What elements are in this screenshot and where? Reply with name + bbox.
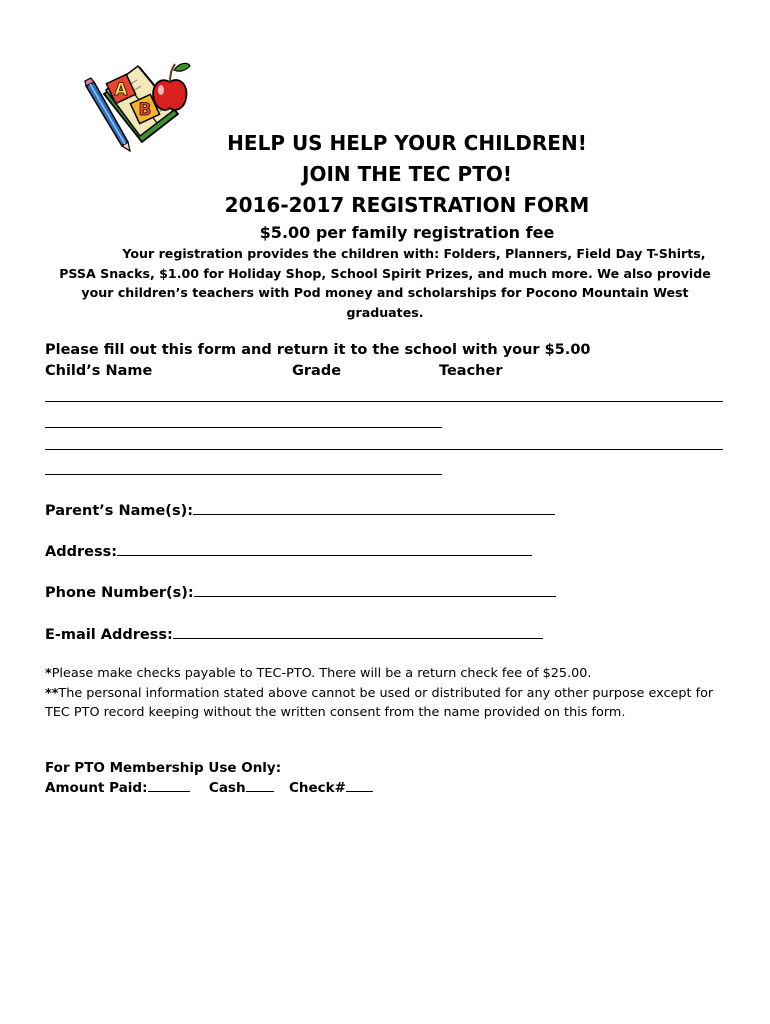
note-2-text: The personal information stated above cannot be used or distributed for any other purpose except for TEC PTO record keeping without the written consent from the name provided on this form. (45, 685, 714, 720)
children-column-headers (45, 361, 725, 381)
form-instruction: Please fill out this form and return it to the school with your $5.00 (45, 342, 591, 358)
note-1-text: Please make checks payable to TEC-PTO. There will be a return check fee of $25.00. (51, 666, 592, 681)
form-header (0, 128, 770, 244)
email-label: E-mail Address: (45, 627, 173, 643)
child-entry-line-1-continued[interactable] (45, 427, 442, 428)
pto-office-use-section (45, 759, 373, 798)
check-number-label: Check# (288, 779, 346, 796)
letter-a-text: A (114, 80, 128, 100)
parents-name-input-line[interactable] (193, 500, 555, 515)
amount-paid-line[interactable] (148, 779, 190, 792)
teacher-header: Teacher (439, 363, 503, 379)
phone-label: Phone Number(s): (45, 585, 194, 601)
amount-paid-label: Amount Paid: (45, 779, 148, 796)
letter-b-text: B (138, 100, 152, 120)
email-field (45, 624, 543, 645)
address-label: Address: (45, 544, 118, 560)
title-line-1: HELP US HELP YOUR CHILDREN! (227, 131, 587, 155)
child-entry-line-1[interactable] (45, 401, 723, 402)
phone-field (45, 582, 556, 603)
apple-icon (153, 63, 190, 110)
title-line-2: JOIN THE TEC PTO! (302, 162, 512, 186)
phone-input-line[interactable] (194, 582, 556, 597)
child-name-header: Child’s Name (45, 363, 153, 379)
note-checks-payable (45, 664, 735, 684)
office-use-fields (45, 779, 373, 799)
parents-name-label: Parent’s Name(s): (45, 503, 193, 519)
address-input-line[interactable] (117, 541, 532, 556)
intro-text: Your registration provides the children with: Folders, Planners, Field Day T-Shirts, PSSA Snacks, $1.00 for Holiday Shop, School Spirit Prizes, and much more. We also provide your children’s teachers with Pod money and scholarships for Pocono Mountain West graduates. (59, 246, 711, 320)
intro-paragraph (44, 244, 726, 322)
office-use-heading: For PTO Membership Use Only: (45, 760, 282, 776)
cash-label: Cash (208, 779, 246, 796)
parents-name-field (45, 500, 555, 521)
cash-line[interactable] (246, 779, 274, 792)
check-number-line[interactable] (346, 779, 373, 792)
title-line-3: 2016-2017 REGISTRATION FORM (224, 193, 590, 217)
form-notes (45, 664, 735, 723)
address-field (45, 541, 532, 562)
child-entry-line-2-continued[interactable] (45, 474, 442, 475)
note-2-marker: ** (45, 685, 59, 701)
email-input-line[interactable] (173, 624, 543, 639)
note-1-marker: * (45, 666, 52, 681)
child-entry-line-2[interactable] (45, 449, 723, 450)
note-privacy (45, 684, 735, 723)
registration-fee: $5.00 per family registration fee (259, 223, 555, 242)
grade-header: Grade (292, 363, 342, 379)
